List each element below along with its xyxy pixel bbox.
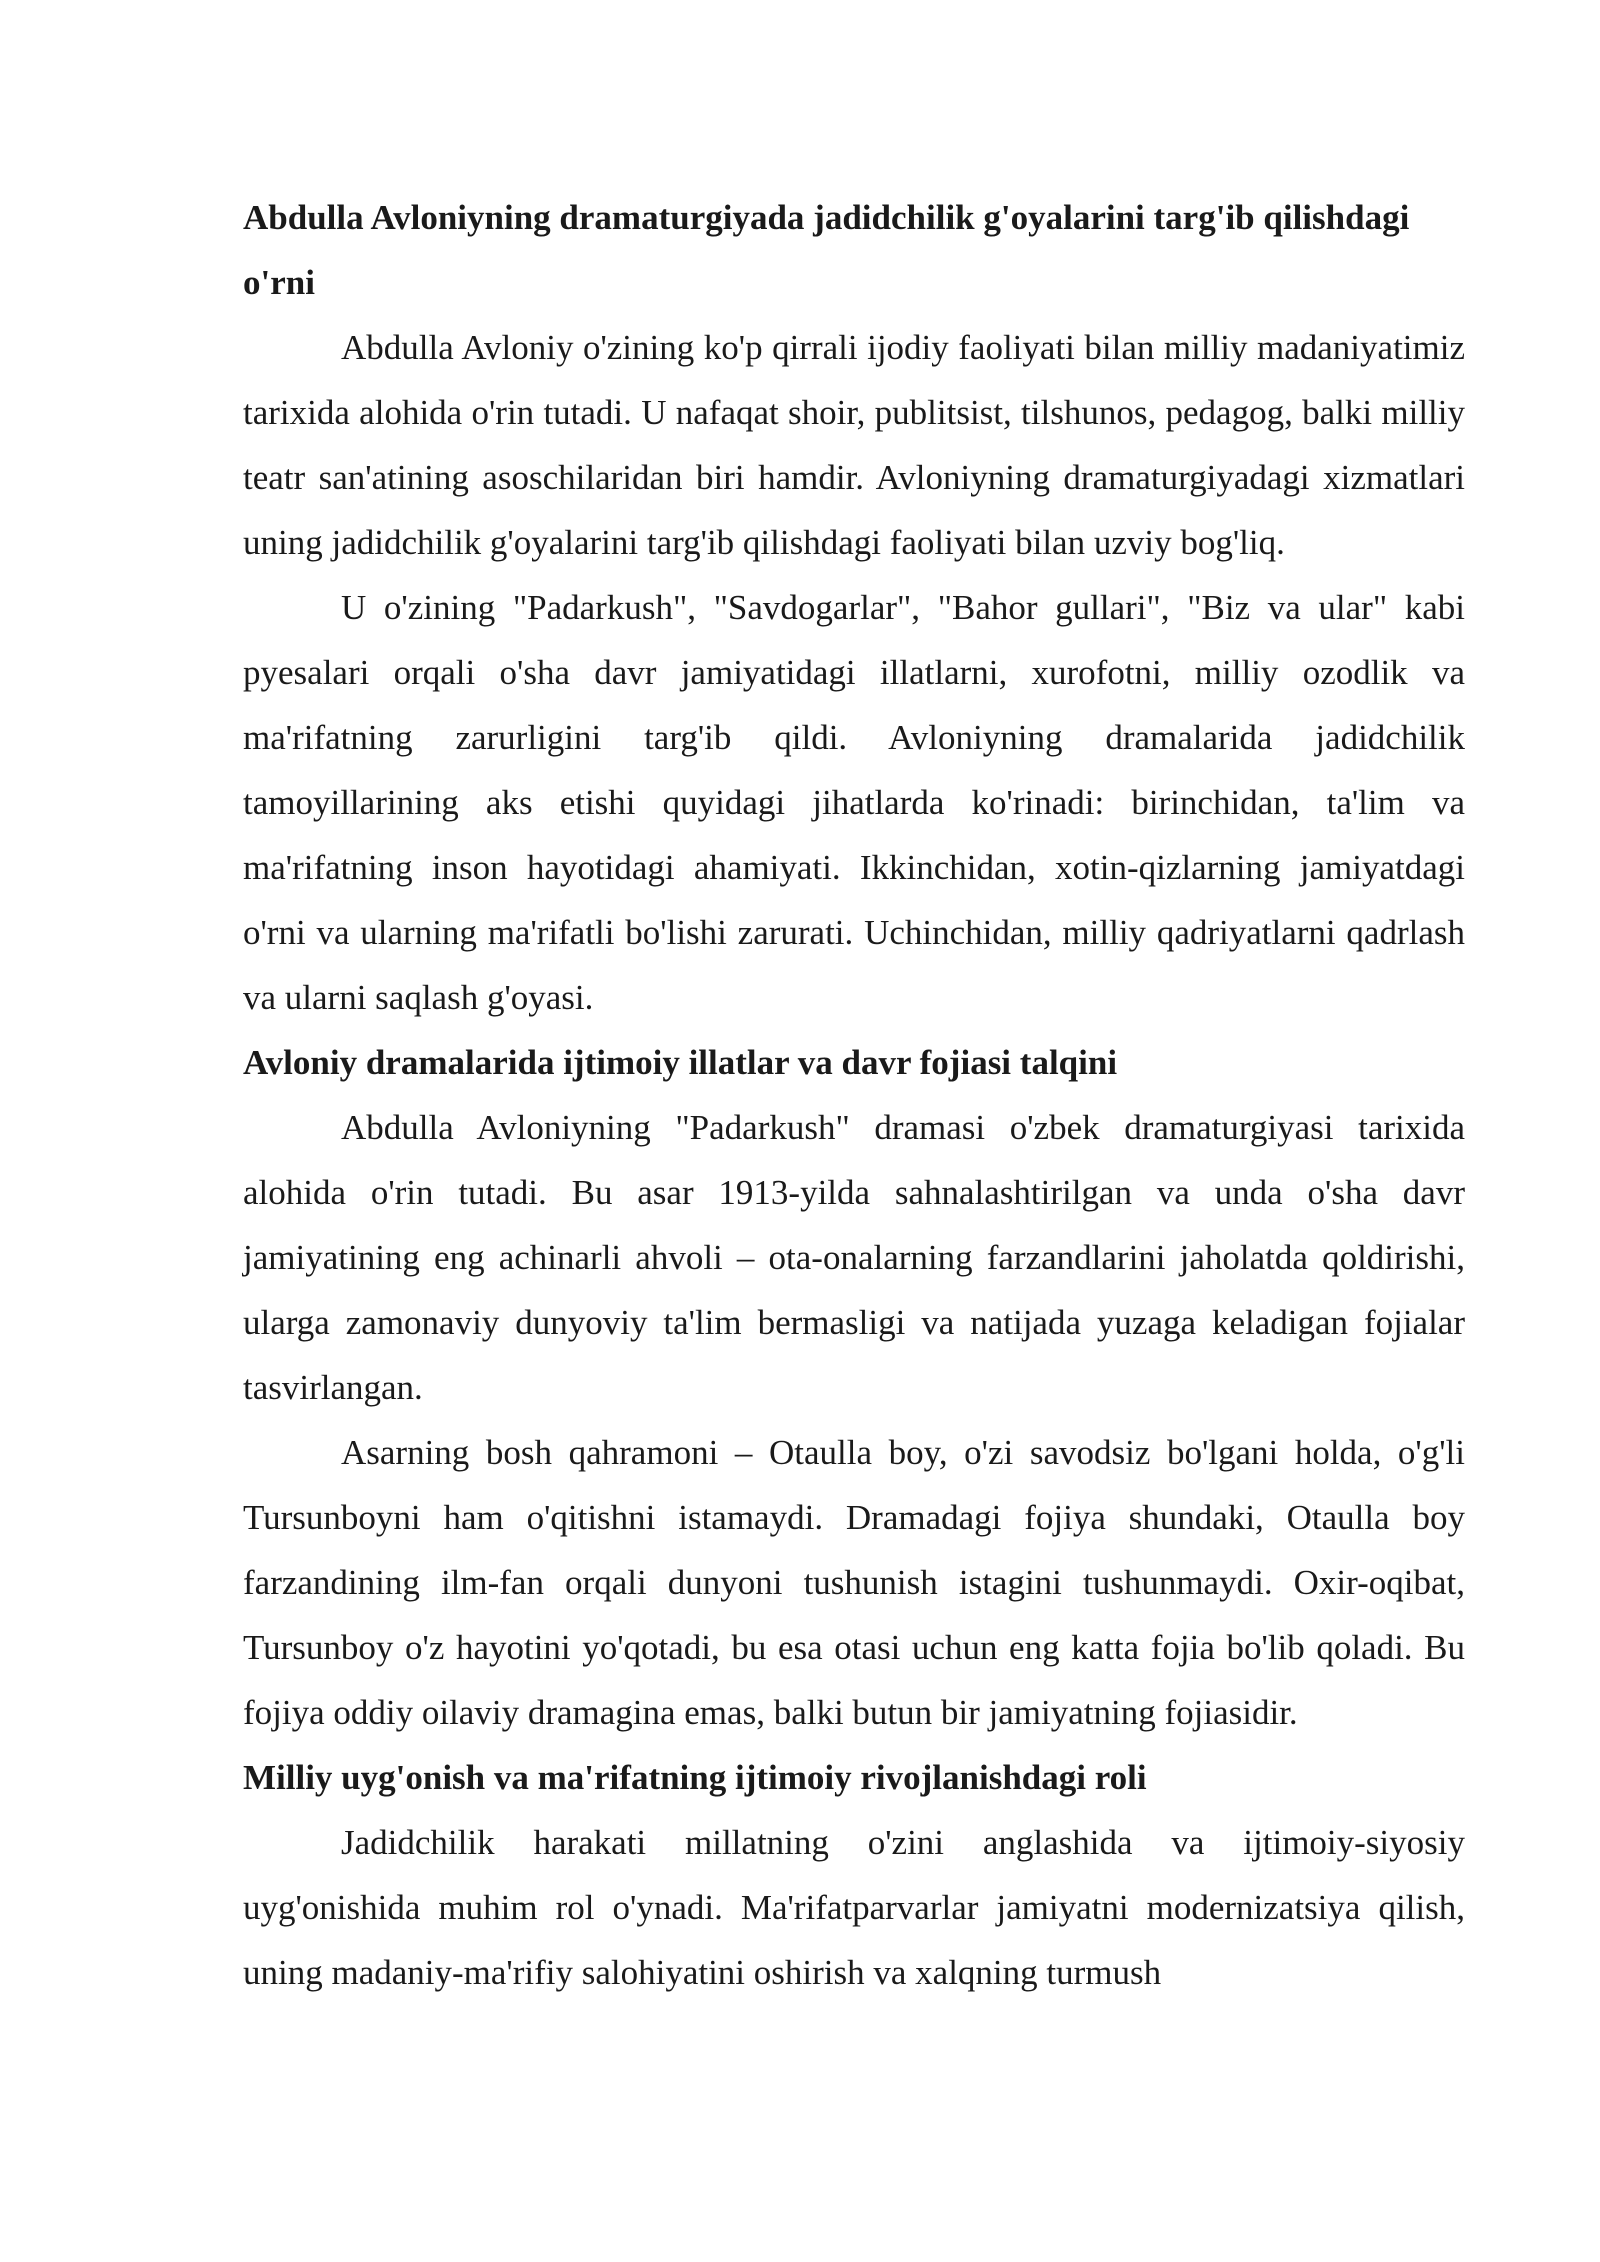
document-body xyxy=(243,185,1465,2005)
section-heading: Avloniy dramalarida ijtimoiy illatlar va davr fojiasi talqini xyxy=(243,1043,1118,1082)
paragraph: U o'zining "Padarkush", "Savdogarlar", "Bahor gullari", "Biz va ular" kabi pyesalari orqali o'sha davr jamiyatidagi illatlarni, xurofotni, milliy ozodlik va ma'rifatning zarurligini targ'ib qildi. Avloniyning dramalarida jadidchilik tamoyillarining aks etishi quyidagi jihatlarda ko'rinadi: birinchidan, ta'lim va ma'rifatning inson hayotidagi ahamiyati. Ikkinchidan, xotin-qizlarning jamiyatdagi o'rni va ularning ma'rifatli bo'lishi zarurati. Uchinchidan, milliy qadriyatlarni qadrlash va ularni saqlash g'oyasi. xyxy=(243,588,1465,1017)
paragraph: Asarning bosh qahramoni – Otaulla boy, o'zi savodsiz bo'lgani holda, o'g'li Tursunboyni ham o'qitishni istamaydi. Dramadagi fojiya shundaki, Otaulla boy farzandining ilm-fan orqali dunyoni tushunish istagini tushunmaydi. Oxir-oqibat, Tursunboy o'z hayotini yo'qotadi, bu esa otasi uchun eng katta fojia bo'lib qoladi. Bu fojiya oddiy oilaviy dramagina emas, balki butun bir jamiyatning fojiasidir. xyxy=(243,1433,1465,1732)
section-3 xyxy=(243,1745,1465,2005)
section-2 xyxy=(243,1030,1465,1745)
section-1 xyxy=(243,185,1465,1030)
section-heading: Abdulla Avloniyning dramaturgiyada jadidchilik g'oyalarini targ'ib qilishdagi o'rni xyxy=(243,198,1410,302)
section-heading: Milliy uyg'onish va ma'rifatning ijtimoiy rivojlanishdagi roli xyxy=(243,1758,1147,1797)
paragraph: Abdulla Avloniy o'zining ko'p qirrali ijodiy faoliyati bilan milliy madaniyatimiz tarixida alohida o'rin tutadi. U nafaqat shoir, publitsist, tilshunos, pedagog, balki milliy teatr san'atining asoschilaridan biri hamdir. Avloniyning dramaturgiyadagi xizmatlari uning jadidchilik g'oyalarini targ'ib qilishdagi faoliyati bilan uzviy bog'liq. xyxy=(243,328,1465,562)
paragraph: Abdulla Avloniyning "Padarkush" dramasi o'zbek dramaturgiyasi tarixida alohida o'rin tutadi. Bu asar 1913-yilda sahnalashtirilgan va unda o'sha davr jamiyatining eng achinarli ahvoli – ota-onalarning farzandlarini jaholatda qoldirishi, ularga zamonaviy dunyoviy ta'lim bermasligi va natijada yuzaga keladigan fojialar tasvirlangan. xyxy=(243,1108,1465,1407)
paragraph: Jadidchilik harakati millatning o'zini anglashida va ijtimoiy-siyosiy uyg'onishida muhim rol o'ynadi. Ma'rifatparvarlar jamiyatni modernizatsiya qilish, uning madaniy-ma'rifiy salohiyatini oshirish va xalqning turmush xyxy=(243,1823,1465,1992)
